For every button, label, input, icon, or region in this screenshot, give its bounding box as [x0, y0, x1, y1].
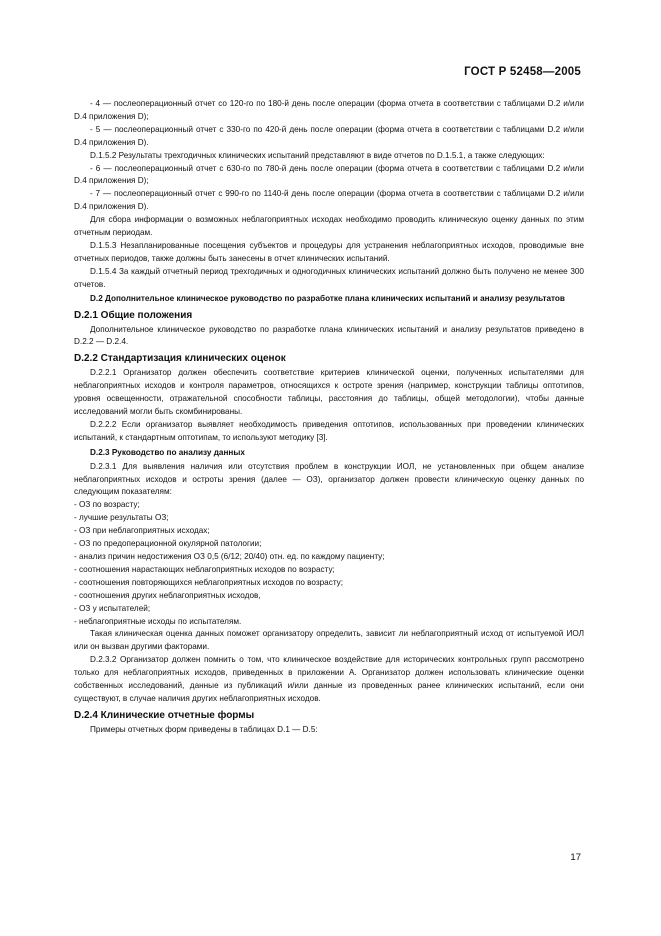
- clause-paragraph: D.2.3.2 Организатор должен помнить о том, что клиническое воздействие для исторических контрольных групп рассмотрено только для неблагоприятных исходов, приведенных в приложении А. Организатор должен использовать клинические оценки собственных исследований, данные из публикаций и/или данные из проведенных ранее клинических испытаний, если они существуют, в случае наличия других неблагоприятных исходов.: [74, 655, 584, 703]
- list-item: - соотношения других неблагоприятных исходов,: [74, 590, 261, 600]
- list-item: - неблагоприятные исходы по испытателям.: [74, 616, 242, 626]
- list-item: - ОЗ по предоперационной окулярной патологии;: [74, 539, 262, 549]
- subsection-heading-d21: D.2.1 Общие положения: [74, 309, 193, 321]
- list-item: - соотношения повторяющихся неблагоприятных исходов по возрасту;: [74, 577, 344, 587]
- clause-paragraph: D.1.5.4 За каждый отчетный период трехгодичных и одногодичных клинических испытаний должно быть получено не менее 300 отчетов.: [74, 266, 584, 289]
- list-item: - 6 — послеоперационный отчет с 630-го по 780-й день после операции (форма отчета в соответствии с таблицами D.2 и/или D.4 приложения D);: [74, 163, 584, 186]
- list-item: - ОЗ по возрасту;: [74, 500, 140, 510]
- list-item: - анализ причин недостижения ОЗ 0,5 (6/12; 20/40) отн. ед. по каждому пациенту;: [74, 552, 385, 561]
- page-content: [74, 98, 584, 737]
- subsection-heading-d24: D.2.4 Клинические отчетные формы: [74, 709, 255, 721]
- body-paragraph: Для сбора информации о возможных неблагоприятных исходах необходимо проводить клиническую оценку данных по этим отчетным периодам.: [74, 215, 584, 238]
- list-item: - соотношения нарастающих неблагоприятных исходов по возрасту;: [74, 564, 335, 574]
- body-paragraph: Дополнительное клиническое руководство по разработке плана клинических испытаний и анализу результатов приведено в D.2.2 — D.2.4.: [74, 324, 584, 347]
- clause-paragraph: D.1.5.2 Результаты трехгодичных клинических испытаний представляют в виде отчетов по D.1.5.1, а также следующих:: [90, 150, 545, 160]
- list-item: - 7 — послеоперационный отчет с 990-го по 1140-й день после операции (форма отчета в соответствии с таблицами D.2 и/или D.4 приложения D).: [74, 189, 584, 212]
- standard-header: ГОСТ Р 52458—2005: [464, 66, 581, 78]
- list-item: - ОЗ при неблагоприятных исходах;: [74, 526, 210, 536]
- body-paragraph: Примеры отчетных форм приведены в таблицах D.1 — D.5:: [90, 724, 318, 734]
- page-number: 17: [570, 852, 581, 863]
- section-heading-d2: D.2 Дополнительное клиническое руководство по разработке плана клинических испытаний и анализу результатов: [90, 293, 565, 303]
- list-item: - лучшие результаты ОЗ;: [74, 513, 169, 523]
- clause-paragraph: D.1.5.3 Незапланированные посещения субъектов и процедуры для устранения неблагоприятных исходов, проводимые вне отчетных периодов, также должны быть занесены в отчет клинических испытаний.: [74, 240, 584, 263]
- clause-paragraph: D.2.3.1 Для выявления наличия или отсутствия проблем в конструкции ИОЛ, не установленных при общем анализе неблагоприятных исходов и остроты зрения (далее — ОЗ), организатор должен провести клиническую оценку данных по следующим показателям:: [74, 461, 584, 497]
- list-item: - 5 — послеоперационный отчет с 330-го по 420-й день после операции (форма отчета в соответствии с таблицами D.2 и/или D.4 приложения D).: [74, 124, 584, 147]
- body-paragraph: Такая клиническая оценка данных поможет организатору определить, зависит ли неблагоприятный исход от испытуемой ИОЛ или он вызван другими факторами.: [74, 629, 584, 652]
- clause-paragraph: D.2.2.1 Организатор должен обеспечить соответствие критериев клинической оценки, полученных испытателями для неблагоприятных исходов и контроля параметров, относящихся к остроте зрения (например, конструкции таблицы оптотипов, уровня освещенности, отражательной способности таблицы, расстояния до таблицы, общей методологии), чтобы данные исследований могли быть скомбинированы.: [74, 368, 584, 417]
- list-item: - ОЗ у испытателей;: [74, 603, 151, 613]
- clause-paragraph: D.2.2.2 Если организатор выявляет необходимость приведения оптотипов, использованных при проведении клинических испытаний, к стандартным оптотипам, то используют методику [3].: [74, 419, 584, 442]
- subsection-heading-d23: D.2.3 Руководство по анализу данных: [90, 447, 245, 457]
- list-item: - 4 — послеоперационный отчет со 120-го по 180-й день после операции (форма отчета в соответствии с таблицами D.2 и/или D.4 приложения D);: [74, 99, 584, 121]
- subsection-heading-d22: D.2.2 Стандартизация клинических оценок: [74, 353, 286, 365]
